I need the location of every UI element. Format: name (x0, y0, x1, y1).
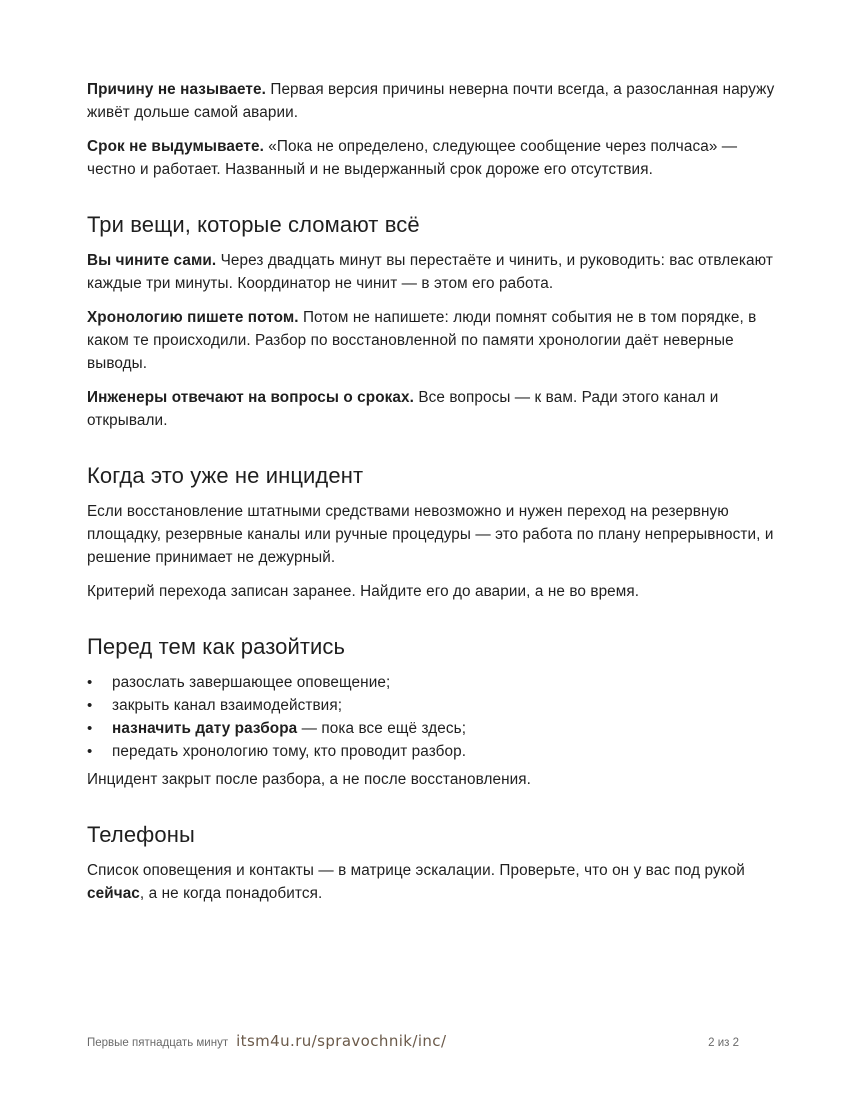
paragraph-continuity: Если восстановление штатными средствами невозможно и нужен переход на резервную площадку, резервные каналы или ручные процедуры — это работа по плану непрерывности, и решение принимает не дежурный. (87, 503, 774, 566)
checklist-item-text: — пока все ещё здесь; (297, 720, 467, 737)
heading-three-things: Три вещи, которые сломают всё (87, 212, 420, 237)
checklist-item-text: закрыть канал взаимодействия; (112, 697, 343, 714)
checklist-item (87, 717, 777, 740)
checklist-item-text: разослать завершающее оповещение; (112, 674, 391, 691)
paragraph-text: Все вопросы — к вам. Ради этого канал и открывали. (87, 389, 719, 429)
paragraph-text: Потом не напишете: люди помнят события не в том порядке, в каком те происходили. Разбор по восстановленной по памяти хронологии даёт неверные выводы. (87, 309, 757, 372)
paragraph-lead: Хронологию пишете потом. (87, 309, 299, 326)
page-footer (87, 1032, 739, 1052)
paragraph-lead: Вы чините сами. (87, 252, 217, 269)
bullet-icon: • (87, 743, 93, 760)
paragraph-engineers-answer (87, 386, 777, 432)
checklist-item (87, 671, 777, 694)
heading-not-incident: Когда это уже не инцидент (87, 463, 364, 488)
document-page (87, 78, 777, 916)
paragraph-text: Через двадцать минут вы перестаёте и чинить, и руководить: вас отвлекают каждые три минуты. Координатор не чинит — в этом его работа. (87, 252, 773, 292)
checklist-item (87, 694, 777, 717)
bullet-icon: • (87, 674, 93, 691)
bullet-icon: • (87, 697, 93, 714)
paragraph-phones (87, 859, 777, 905)
heading-phones: Телефоны (87, 822, 195, 847)
bullet-icon: • (87, 720, 93, 737)
checklist (87, 671, 777, 763)
paragraph-closing: Инцидент закрыт после разбора, а не после восстановления. (87, 771, 532, 788)
paragraph-text: «Пока не определено, следующее сообщение через полчаса» — честно и работает. Названный и не выдержанный срок дороже его отсутствия. (87, 138, 738, 178)
paragraph-emphasis: сейчас (87, 885, 140, 902)
paragraph-cause (87, 78, 777, 124)
checklist-item-bold: назначить дату разбора (112, 720, 298, 737)
page-number: 2 из 2 (708, 1037, 739, 1049)
paragraph-lead: Срок не выдумываете. (87, 138, 264, 155)
checklist-item-text: передать хронологию тому, кто проводит разбор. (112, 743, 467, 760)
paragraph-deadline (87, 135, 777, 181)
paragraph-text: Список оповещения и контакты — в матрице эскалации. Проверьте, что он у вас под рукой (87, 862, 745, 879)
paragraph-lead: Инженеры отвечают на вопросы о сроках. (87, 389, 414, 406)
heading-before-leave: Перед тем как разойтись (87, 634, 346, 659)
footer-link[interactable]: itsm4u.ru/spravochnik/inc/ (236, 1032, 447, 1050)
paragraph-criterion: Критерий перехода записан заранее. Найдите его до аварии, а не во время. (87, 583, 640, 600)
footer-title: Первые пятнадцать минут (87, 1037, 229, 1049)
paragraph-text: Первая версия причины неверна почти всегда, а разосланная наружу живёт дольше самой аварии. (87, 81, 775, 121)
paragraph-lead: Причину не называете. (87, 81, 266, 98)
paragraph-text: , а не когда понадобится. (139, 885, 323, 902)
checklist-item (87, 740, 777, 763)
paragraph-fix-yourself (87, 249, 777, 295)
paragraph-timeline-later (87, 306, 777, 375)
